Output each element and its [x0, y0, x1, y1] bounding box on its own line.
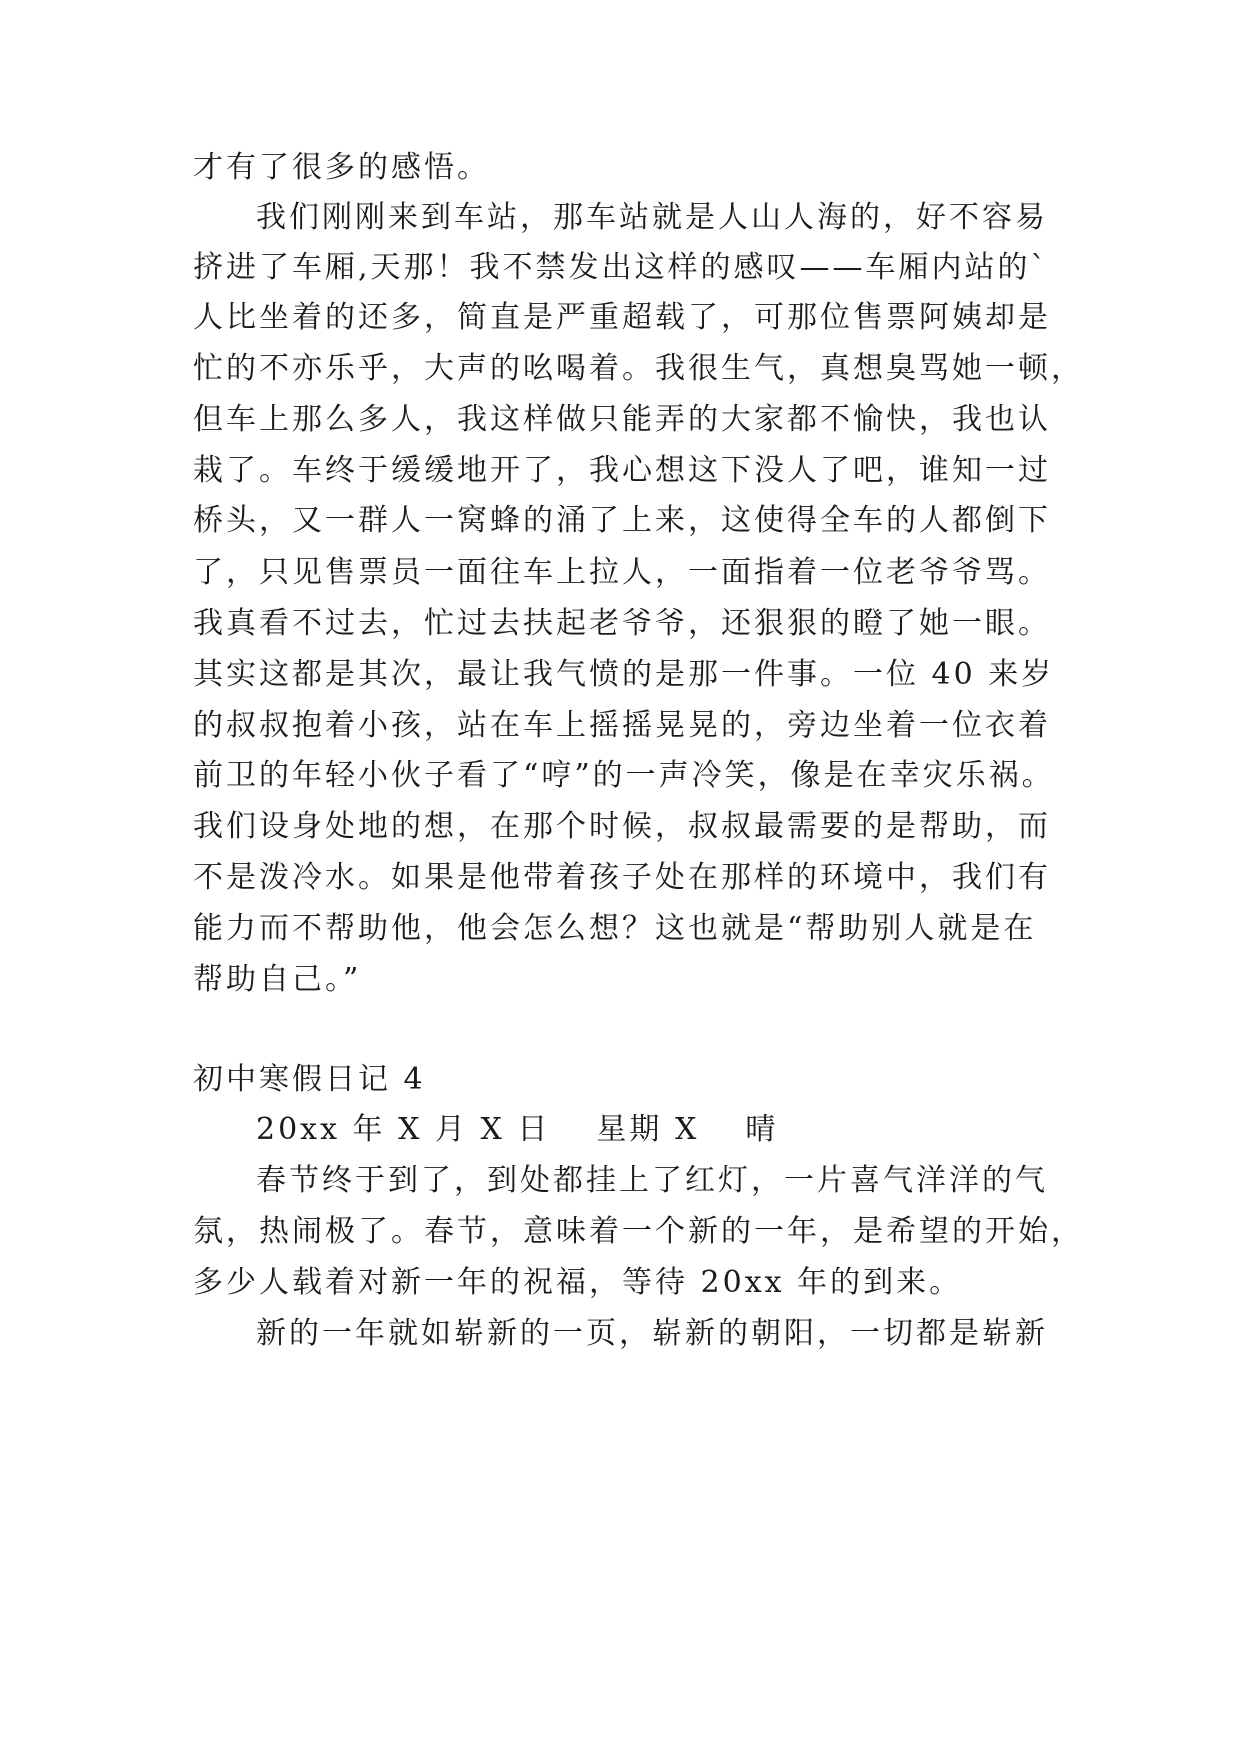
text-line: 我们设身处地的想，在那个时候，叔叔最需要的是帮助，而	[193, 809, 1051, 844]
paragraph-start-line: 我们刚刚来到车站，那车站就是人山人海的，好不容易	[256, 200, 1048, 235]
text-line: 的叔叔抱着小孩，站在车上摇摇晃晃的，旁边坐着一位衣着	[193, 708, 1051, 743]
section-heading: 初中寒假日记 4	[193, 1062, 426, 1097]
text-line: 不是泼冷水。如果是他带着孩子处在那样的环境中，我们有	[193, 860, 1051, 895]
text-line: 能力而不帮助他，他会怎么想？这也就是“帮助别人就是在	[193, 911, 1037, 946]
text-line: 我真看不过去，忙过去扶起老爷爷，还狠狠的瞪了她一眼。	[193, 606, 1051, 641]
text-line: 才有了很多的感悟。	[193, 150, 490, 185]
text-line: 人比坐着的还多，简直是严重超载了，可那位售票阿姨却是	[193, 300, 1051, 335]
paragraph-start-line: 新的一年就如崭新的一页，崭新的朝阳，一切都是崭新	[256, 1316, 1048, 1351]
paragraph-start-line: 春节终于到了，到处都挂上了红灯，一片喜气洋洋的气	[256, 1163, 1048, 1198]
text-line: 栽了。车终于缓缓地开了，我心想这下没人了吧，谁知一过	[193, 453, 1051, 488]
diary-date: 20xx 年 X 月 X 日	[256, 1112, 551, 1147]
text-line: 其实这都是其次，最让我气愤的是那一件事。一位 40 来岁	[193, 657, 1055, 692]
text-line: 多少人载着对新一年的祝福，等待 20xx 年的到来。	[193, 1265, 963, 1300]
diary-weather: 晴	[745, 1112, 779, 1147]
text-line: 挤进了车厢,天那！我不禁发出这样的感叹——车厢内站的`	[193, 250, 1049, 285]
text-line: 但车上那么多人，我这样做只能弄的大家都不愉快，我也认	[193, 402, 1051, 437]
text-line: 帮助自己。”	[193, 962, 362, 997]
text-line: 氛，热闹极了。春节，意味着一个新的一年，是希望的开始，	[193, 1214, 1084, 1249]
text-line: 忙的不亦乐乎，大声的吆喝着。我很生气，真想臭骂她一顿，	[193, 351, 1084, 386]
text-line: 了，只见售票员一面往车上拉人，一面指着一位老爷爷骂。	[193, 555, 1051, 590]
text-line: 桥头，又一群人一窝蜂的涌了上来，这使得全车的人都倒下	[193, 503, 1051, 538]
diary-weekday: 星期 X	[596, 1112, 700, 1147]
diary-date-line	[256, 1110, 778, 1150]
text-line: 前卫的年轻小伙子看了“哼”的一声冷笑，像是在幸灾乐祸。	[193, 758, 1055, 793]
